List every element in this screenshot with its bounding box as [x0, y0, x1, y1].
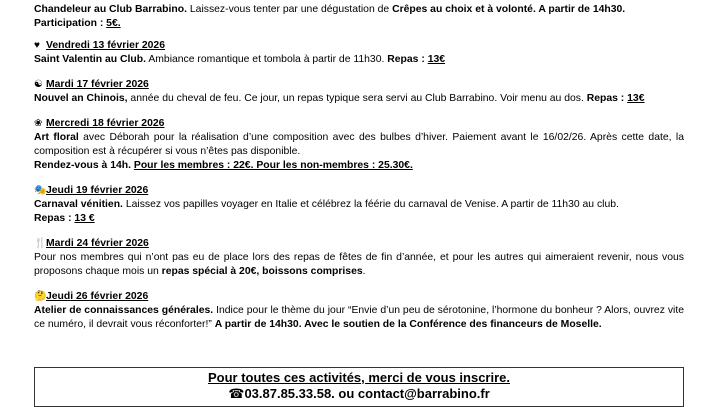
event-text: [34, 53, 684, 67]
event-highlight: Crêpes au choix et à volonté: [392, 4, 533, 15]
thinking-face-icon: 🤔: [34, 291, 47, 302]
event-date: Jeudi 19 février 2026: [46, 185, 149, 196]
repas-label: Repas :: [387, 54, 428, 65]
event-date: Vendredi 13 février 2026: [46, 40, 165, 51]
event-date: Mardi 17 février 2026: [46, 79, 149, 90]
fork-knife-icon: 🍴: [34, 238, 47, 249]
event-date-row: [34, 237, 684, 251]
event-prices: Pour les membres : 22€. Pour les non-membres : 25.30€.: [133, 160, 413, 171]
repas-label: Repas :: [34, 213, 75, 224]
event-description: Laissez vos papilles voyager en Italie et célébrez la féérie du carnaval de Venise. A partir de 11h30 au club.: [122, 199, 619, 210]
event-description: année du cheval de feu. Ce jour, un repas typique sera servi au Club Barrabino. Voir menu au dos.: [127, 93, 587, 104]
event-time: Rendez-vous à 14h.: [34, 160, 134, 171]
flower-icon: ❀: [34, 118, 43, 129]
event-date: Jeudi 26 février 2026: [46, 291, 149, 302]
registration-box: [34, 367, 684, 407]
event-highlight: repas spécial à 20€, boissons comprises: [161, 265, 363, 277]
event-date-row: [34, 78, 684, 92]
event-date-row: [34, 117, 684, 131]
event-text: [34, 92, 684, 106]
event-date: Mercredi 18 février 2026: [46, 118, 165, 129]
event-title: Carnaval vénitien.: [34, 199, 123, 210]
repas-price: 13€: [627, 93, 645, 104]
contact-line: [35, 387, 683, 401]
event-text: [34, 131, 684, 158]
event-title: Chandeleur au Club Barrabino.: [34, 4, 187, 15]
event-description: Ambiance romantique et tombola à partir de 11h30.: [146, 54, 388, 65]
yin-yang-icon: ☯: [34, 79, 43, 90]
repas-label: Repas :: [586, 93, 628, 104]
registration-text: Pour toutes ces activités, merci de vous inscrire.: [207, 370, 510, 385]
event-title: Nouvel an Chinois,: [34, 93, 128, 104]
repas-price: 13€: [427, 54, 446, 65]
event-price-row: [34, 159, 684, 173]
event-text: [34, 251, 684, 278]
event-description: Pour nos membres qui n’ont pas eu de place lors des repas de fêtes de fin d’année, et pour les autres qui aimeraient revenir, nous vous proposons chaque mois un: [34, 252, 684, 277]
event-chandeleur-price: [34, 17, 684, 31]
phone-icon: ☎: [228, 386, 245, 401]
event-description: Laissez-vous tenter par une dégustation de: [187, 4, 393, 15]
event-date: Mardi 24 février 2026: [46, 238, 149, 249]
event-text: [34, 304, 684, 331]
event-price-row: [34, 212, 684, 226]
event-title: Art floral: [34, 132, 79, 143]
event-date-row: [34, 290, 684, 304]
event-time: . A partir de 14h30.: [532, 4, 626, 15]
event-text: [34, 198, 684, 212]
mask-icon: 🎭: [34, 185, 47, 196]
contact-info[interactable]: 03.87.85.33.58. ou contact@barrabino.fr: [244, 386, 490, 401]
heart-icon: ♥: [34, 40, 40, 51]
repas-price: 13 €: [74, 213, 95, 224]
event-title: Saint Valentin au Club.: [34, 54, 147, 65]
event-description: avec Déborah pour la réalisation d’une composition avec des bulbes d’hiver. Paiement avant le 16/02/26. Après cette date, la composition est à récupérer si vous n’êtes pas disponible.: [34, 132, 684, 157]
event-highlight: A partir de 14h30. Avec le soutien de la Conférence des financeurs de Moselle.: [214, 318, 602, 330]
event-description: Indice pour le thème du jour “Envie d’un peu de sérotonine, l’hormone du bonheur ? Alors, ouvrez vite ce numéro, il devrait vous réconforter!”: [34, 305, 684, 330]
event-date-row: [34, 39, 684, 53]
event-chandeleur-text: [34, 3, 684, 17]
price-value: 5€.: [106, 18, 121, 29]
price-label: Participation :: [34, 18, 107, 29]
event-date-row: [34, 184, 684, 198]
event-title: Atelier de connaissances générales.: [34, 305, 214, 316]
event-end: .: [362, 265, 366, 277]
